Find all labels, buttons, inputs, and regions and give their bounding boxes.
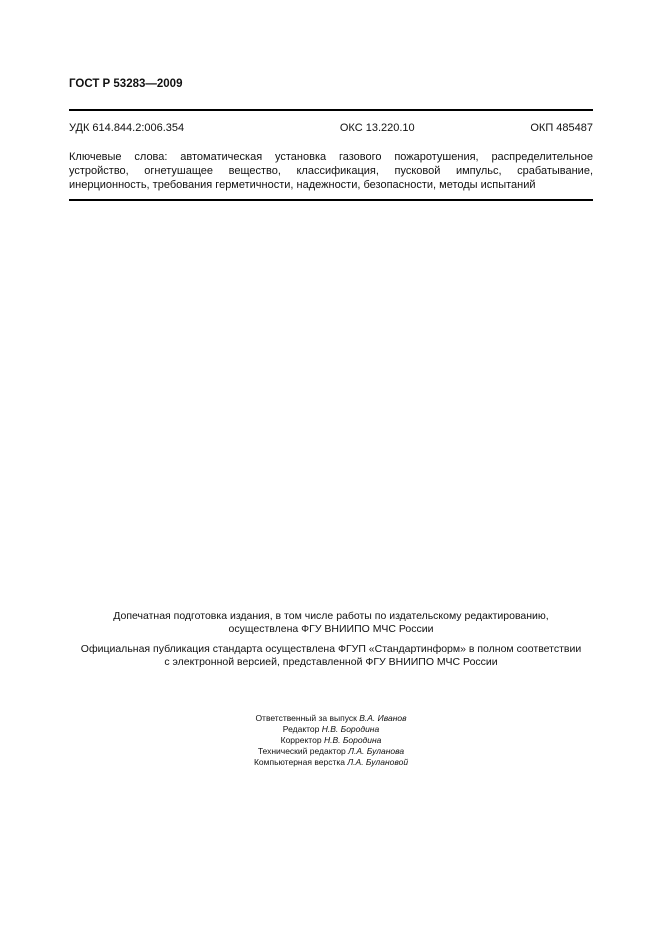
prepress-note	[69, 610, 593, 636]
credit-name: Л.А. Буланова	[348, 746, 405, 756]
credits-block	[69, 713, 593, 768]
credit-name: Н.В. Бородина	[321, 724, 380, 734]
credit-line	[69, 735, 593, 746]
udk-code: УДК 614.844.2:006.354	[69, 122, 185, 134]
top-divider	[69, 109, 593, 111]
credit-role: Технический редактор	[257, 746, 346, 756]
credit-role: Ответственный за выпуск	[255, 713, 357, 723]
credit-role: Компьютерная верстка	[253, 757, 345, 767]
credit-name: Л.А. Булановой	[347, 757, 409, 767]
publication-line-1: Официальная публикация стандарта осуществлена ФГУП «Стандартинформ» в полном соответствии	[80, 643, 582, 655]
publication-note	[69, 643, 593, 669]
credit-line	[69, 757, 593, 768]
credit-line	[69, 746, 593, 757]
keywords-paragraph: Ключевые слова: автоматическая установка газового пожаротушения, распределительное устройство, огнетушащее вещество, классификация, пусковой импульс, срабатывание, инерционность, требования герметичности, надежности, безопасности, методы испытаний	[69, 151, 593, 191]
prepress-line-2: осуществлена ФГУ ВНИИПО МЧС России	[228, 623, 434, 635]
publication-line-2: с электронной версией, представленной ФГУ ВНИИПО МЧС России	[164, 656, 498, 668]
credit-line	[69, 724, 593, 735]
standard-code-header: ГОСТ Р 53283—2009	[69, 78, 183, 90]
credit-name: Н.В. Бородина	[323, 735, 382, 745]
credit-role: Корректор	[280, 735, 322, 745]
okp-code: ОКП 485487	[530, 122, 593, 134]
bottom-divider	[69, 199, 593, 201]
prepress-line-1: Допечатная подготовка издания, в том числе работы по издательскому редактированию,	[113, 610, 549, 622]
classification-codes	[69, 122, 593, 134]
credit-name: В.А. Иванов	[359, 713, 407, 723]
oks-code: ОКС 13.220.10	[339, 122, 415, 134]
credit-line	[69, 713, 593, 724]
credit-role: Редактор	[282, 724, 320, 734]
